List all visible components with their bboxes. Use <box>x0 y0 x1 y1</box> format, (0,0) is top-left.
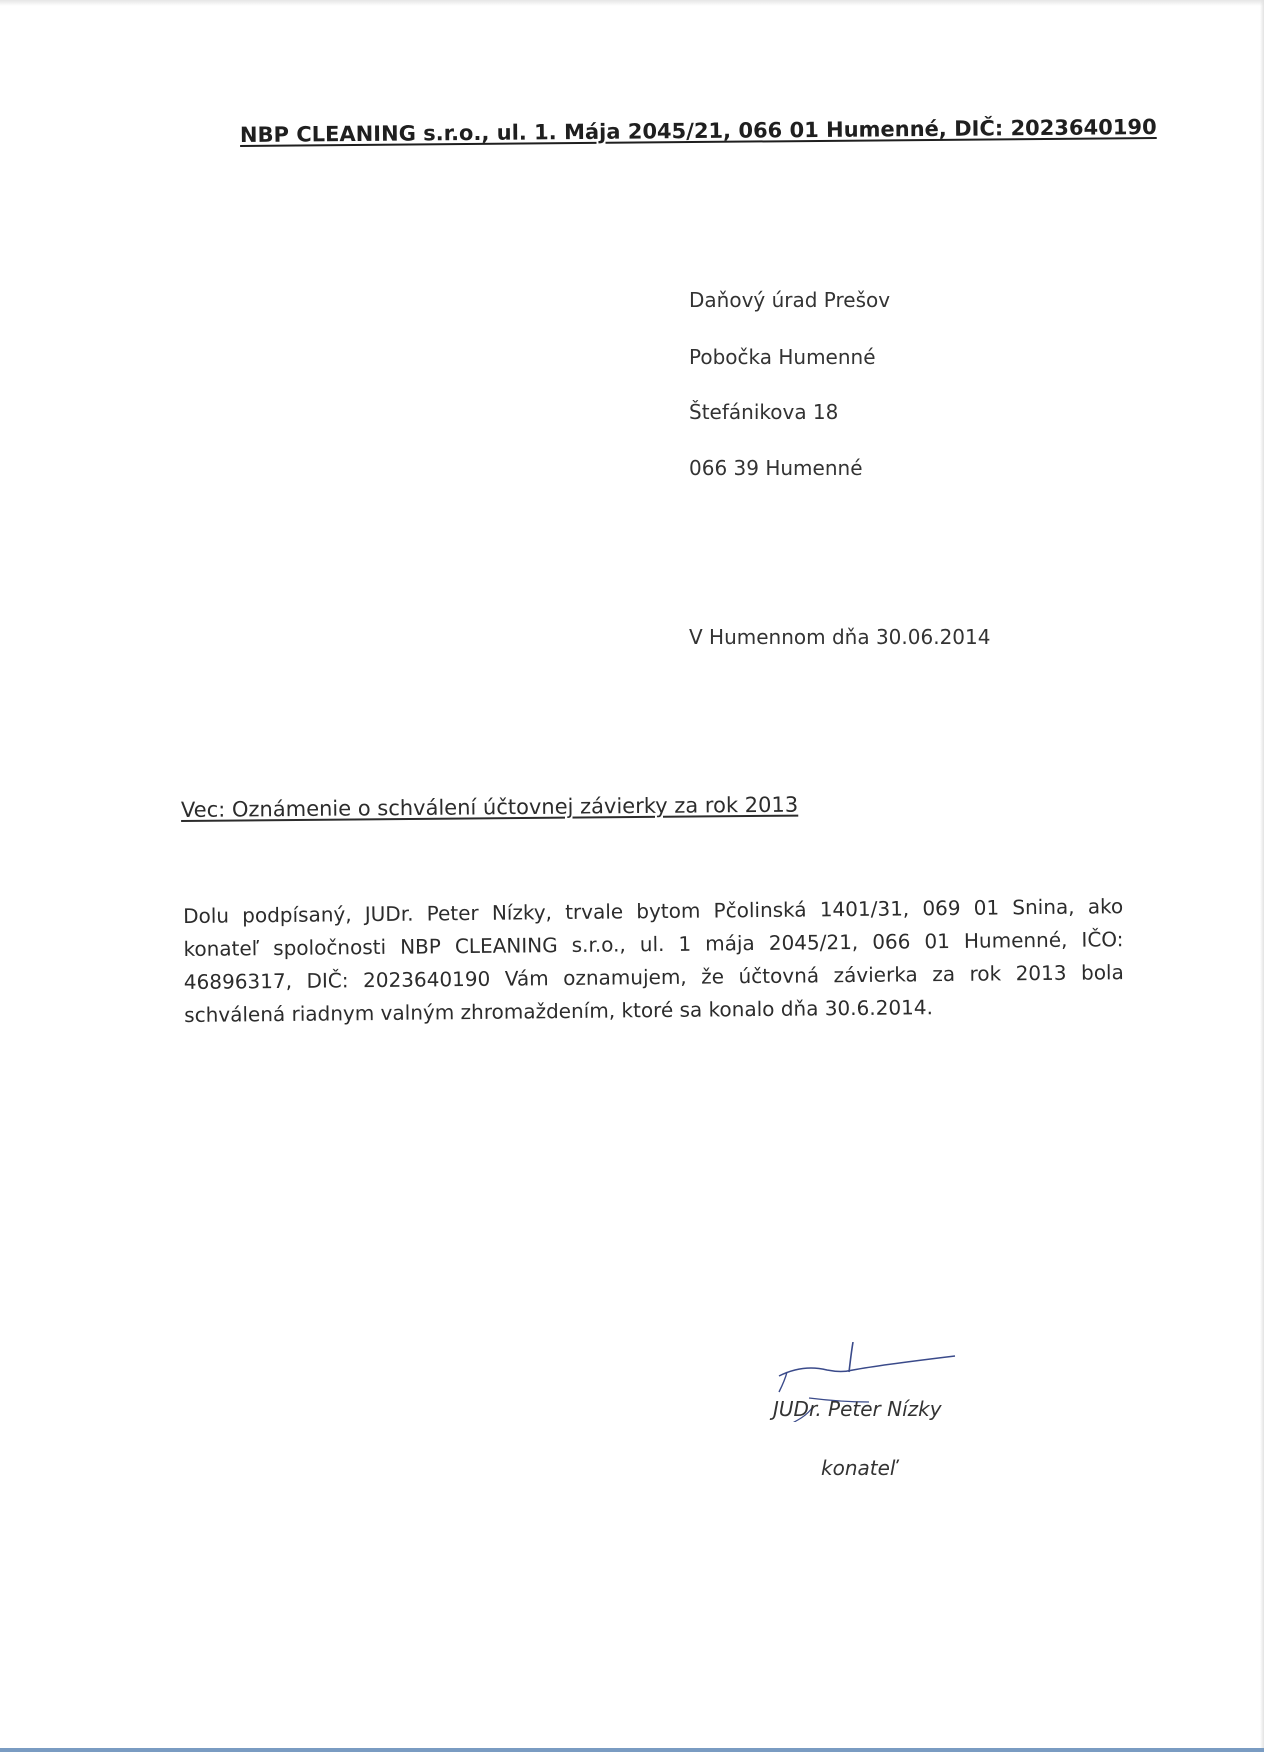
recipient-line-4: 066 39 Humenné <box>689 456 863 480</box>
subject-line: Vec: Oznámenie o schválení účtovnej závierky za rok 2013 <box>180 792 799 822</box>
signatory-name: JUDr. Peter Nízky <box>773 1397 942 1421</box>
recipient-line-3: Štefánikova 18 <box>689 400 839 424</box>
recipient-line-1: Daňový úrad Prešov <box>689 288 891 312</box>
company-header: NBP CLEANING s.r.o., ul. 1. Mája 2045/21, 066 01 Humenné, DIČ: 2023640190 <box>239 115 1157 147</box>
signatory-role: konateľ <box>821 1456 896 1480</box>
scan-top-edge <box>0 0 1264 6</box>
scan-right-edge <box>1260 0 1264 1752</box>
body-paragraph: Dolu podpísaný, JUDr. Peter Nízky, trvale bytom Pčolinská 1401/31, 069 01 Snina, ako konateľ spoločnosti NBP CLEANING s.r.o., ul. 1 mája 2045/21, 066 01 Humenné, IČO: 46896317, DIČ: 2023640190 Vám oznamujem, že účtovná závierka za rok 2013 bola schválená riadnym valným zhromaždením, ktoré sa konalo dňa 30.6.2014. <box>183 894 1124 1027</box>
recipient-line-2: Pobočka Humenné <box>689 345 876 369</box>
scan-bottom-edge <box>0 1748 1264 1752</box>
date-line: V Humennom dňa 30.06.2014 <box>689 625 991 649</box>
